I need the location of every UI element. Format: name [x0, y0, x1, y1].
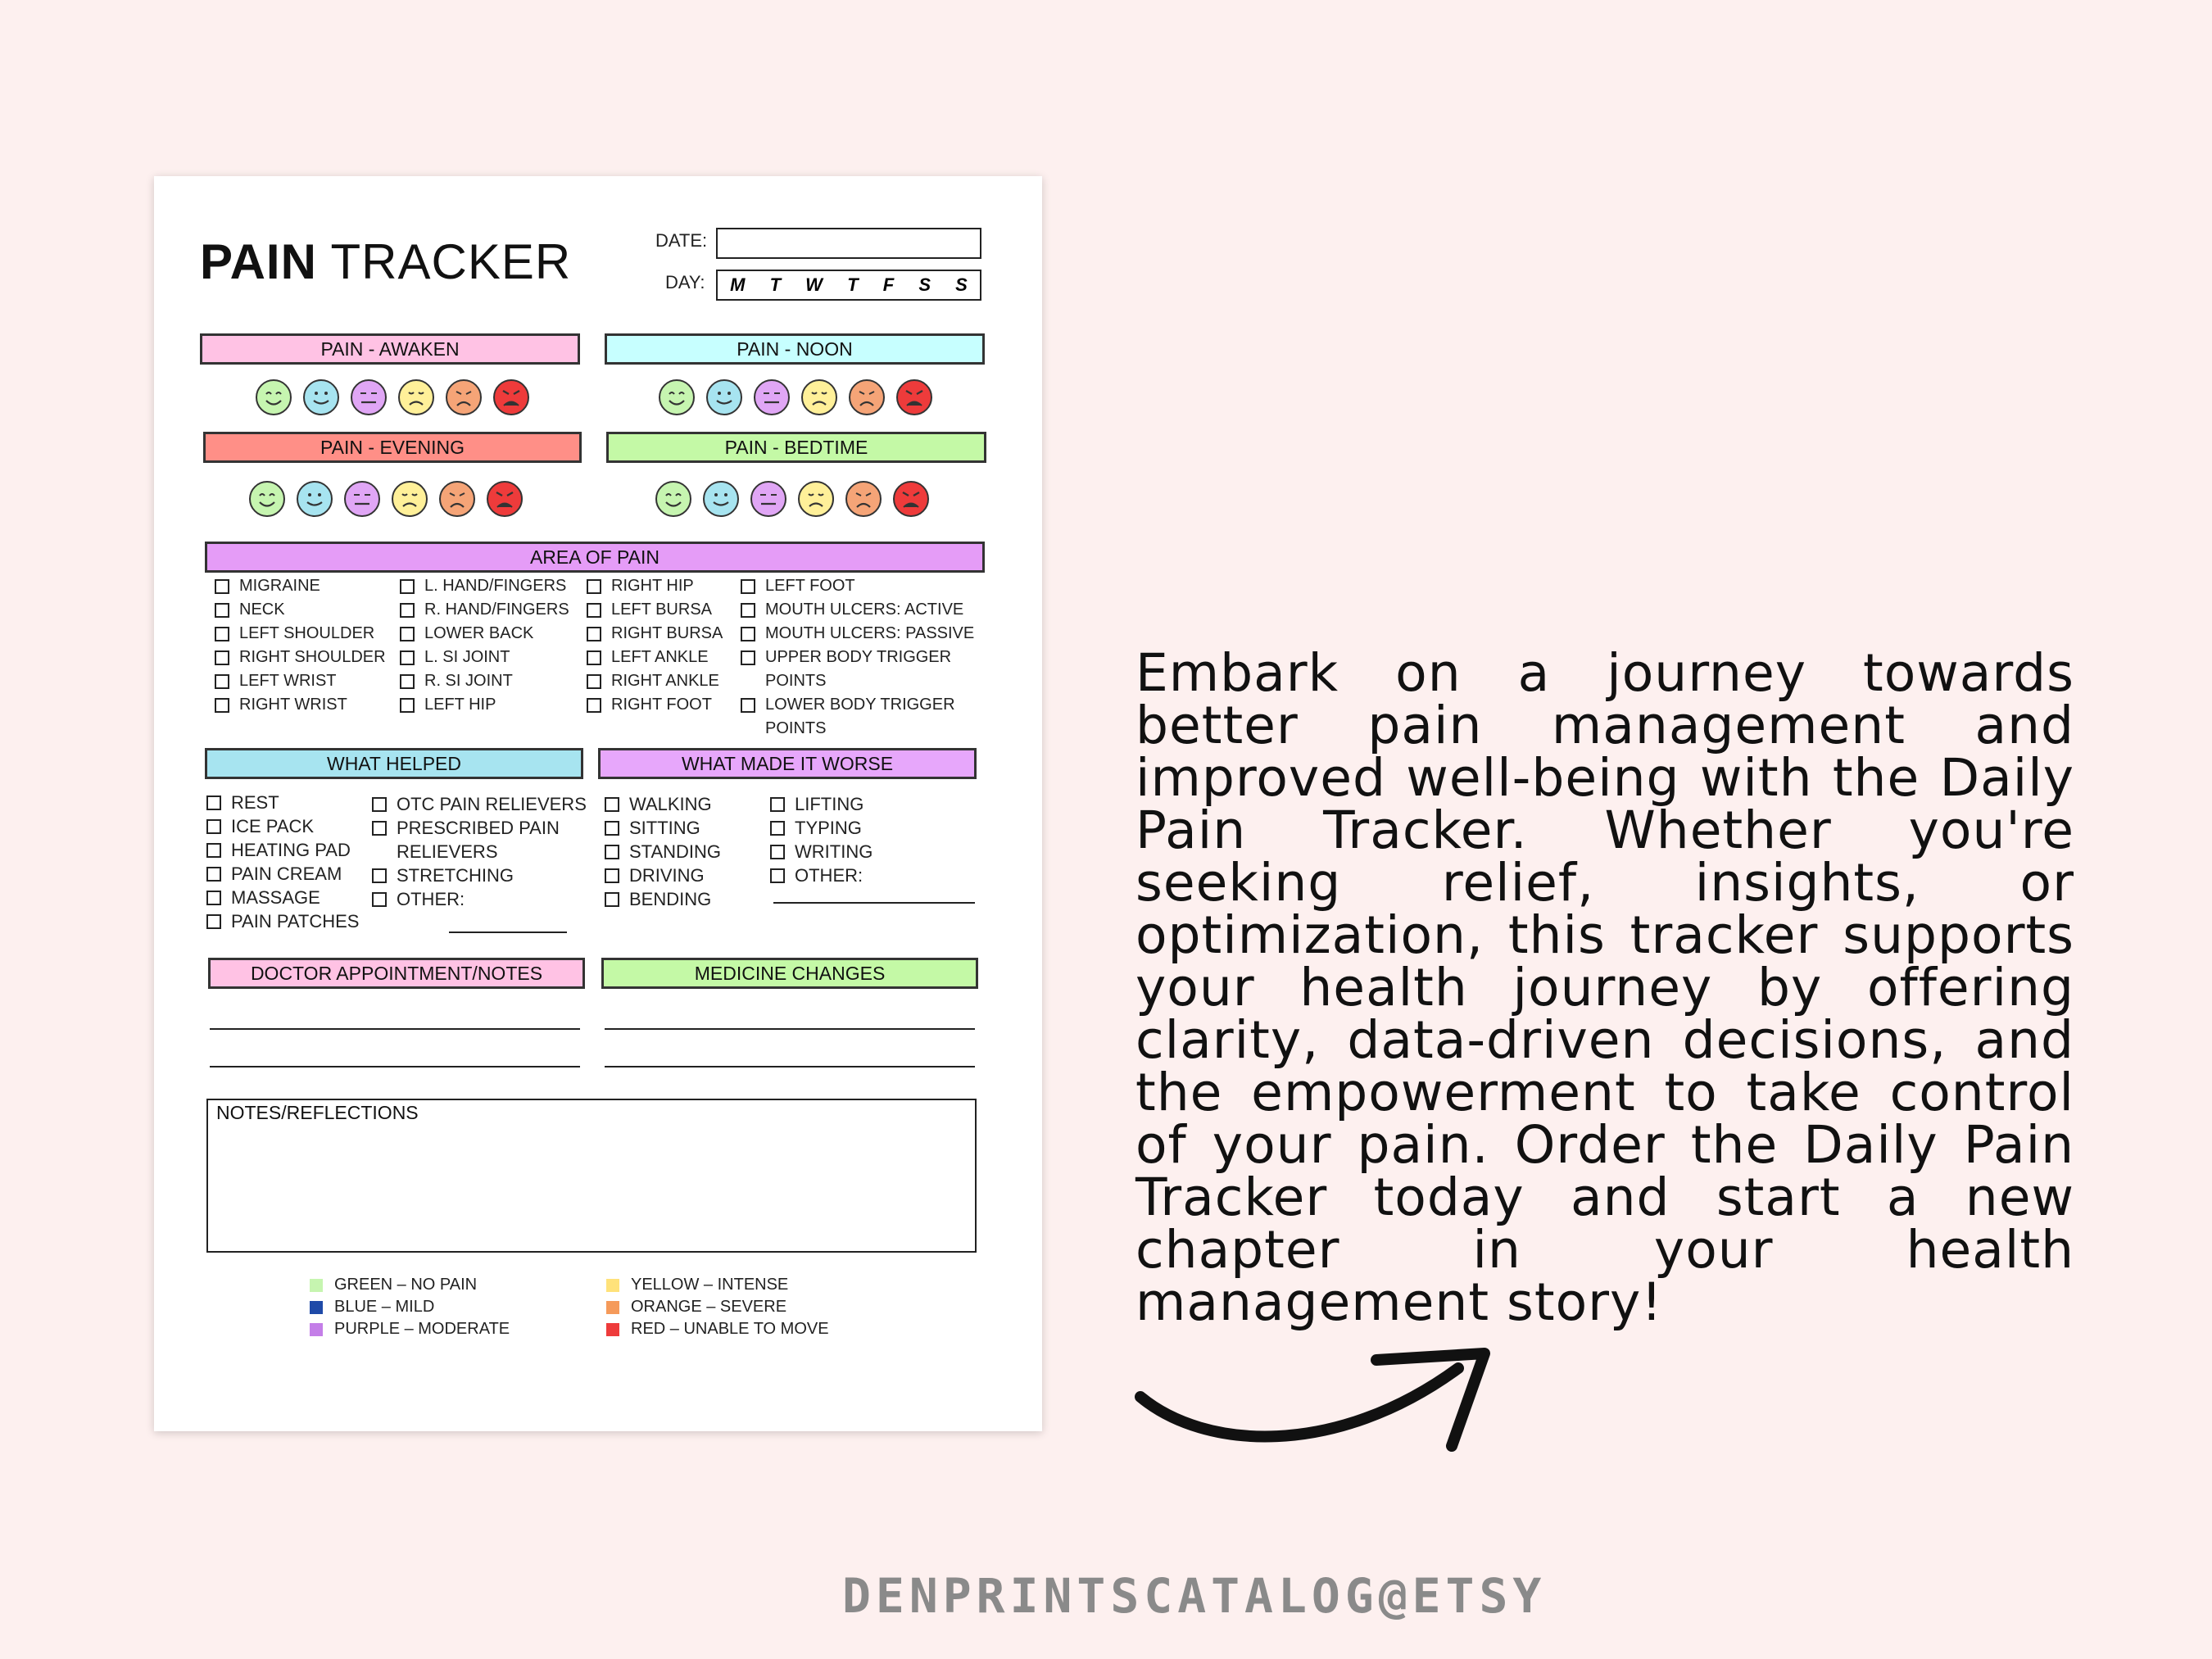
checkbox-item[interactable]: [741, 693, 995, 741]
notes-label: NOTES/REFLECTIONS: [216, 1102, 419, 1123]
shop-footer: DENPRINTSCATALOG@ETSY: [842, 1568, 1547, 1624]
checkbox[interactable]: [400, 603, 415, 618]
checkbox-item[interactable]: [215, 622, 386, 646]
checkbox-label: NECK: [239, 601, 285, 619]
sad-face-icon[interactable]: [390, 479, 429, 519]
legend-left: [310, 1274, 510, 1340]
checkbox[interactable]: [400, 650, 415, 665]
checkbox[interactable]: [215, 674, 229, 689]
legend-swatch: [606, 1301, 619, 1314]
checkbox-item[interactable]: [372, 887, 585, 911]
upset-face-icon[interactable]: [437, 479, 477, 519]
checkbox[interactable]: [770, 868, 785, 883]
checkbox[interactable]: [215, 650, 229, 665]
neutral-face-icon[interactable]: [749, 479, 788, 519]
checkbox-label: LOWER BACK: [424, 624, 534, 642]
checkbox-label: OTHER:: [397, 889, 465, 909]
checkbox-label: PAIN PATCHES: [231, 911, 360, 931]
helped-other-line[interactable]: [449, 931, 567, 933]
legend-label: GREEN – NO PAIN: [334, 1276, 478, 1294]
checkbox[interactable]: [206, 843, 221, 858]
checkbox[interactable]: [741, 650, 755, 665]
checkbox-label: MOUTH ULCERS: ACTIVE: [765, 601, 964, 619]
checkbox-item[interactable]: [587, 622, 723, 646]
checkbox[interactable]: [587, 579, 601, 594]
checkbox-item[interactable]: [741, 574, 995, 598]
checkbox-item[interactable]: [400, 669, 569, 693]
checkbox-label: RIGHT SHOULDER: [239, 648, 386, 666]
angry-face-icon[interactable]: [891, 479, 931, 519]
legend-label: PURPLE – MODERATE: [334, 1320, 510, 1338]
checkbox-item[interactable]: [206, 838, 359, 862]
checkbox-label: WRITING: [795, 841, 873, 862]
checkbox[interactable]: [741, 603, 755, 618]
checkbox[interactable]: [605, 845, 619, 859]
day-mon[interactable]: M: [730, 274, 746, 295]
checkbox[interactable]: [587, 627, 601, 641]
legend-swatch: [606, 1279, 619, 1292]
checkbox-item[interactable]: [372, 863, 585, 887]
evening-header: PAIN - EVENING: [203, 432, 582, 463]
checkbox-label: PAIN CREAM: [231, 863, 342, 884]
worse-col-1: [605, 792, 721, 911]
checkbox-label: L. HAND/FINGERS: [424, 577, 567, 595]
helped-header: WHAT HELPED: [205, 748, 583, 779]
checkbox-label: LEFT BURSA: [611, 601, 712, 619]
legend-item: [310, 1296, 510, 1318]
checkbox[interactable]: [372, 868, 387, 883]
checkbox-label: RIGHT HIP: [611, 577, 694, 595]
checkbox-label: LEFT ANKLE: [611, 648, 709, 666]
checkbox-label: REST: [231, 792, 279, 813]
checkbox-label: STANDING: [629, 841, 722, 862]
calm-face-icon[interactable]: [301, 378, 341, 417]
helped-col-2: [372, 792, 585, 911]
checkbox-label: STRETCHING: [397, 865, 514, 886]
day-label: DAY:: [665, 272, 705, 292]
checkbox[interactable]: [215, 579, 229, 594]
checkbox-item[interactable]: [587, 693, 723, 717]
checkbox[interactable]: [770, 821, 785, 836]
sad-face-icon[interactable]: [397, 378, 436, 417]
checkbox-item[interactable]: [770, 840, 873, 863]
legend-label: YELLOW – INTENSE: [631, 1276, 789, 1294]
checkbox-item[interactable]: [400, 598, 569, 622]
checkbox-label: OTC PAIN RELIEVERS: [397, 794, 587, 814]
checkbox[interactable]: [587, 698, 601, 713]
checkbox-label: RIGHT WRIST: [239, 696, 347, 714]
smile-face-icon[interactable]: [254, 378, 293, 417]
doctor-line-2[interactable]: [210, 1066, 580, 1067]
legend-item: [310, 1274, 510, 1296]
checkbox-item[interactable]: [400, 646, 569, 669]
checkbox[interactable]: [605, 868, 619, 883]
checkbox-item[interactable]: [741, 598, 995, 622]
checkbox-item[interactable]: [741, 646, 995, 693]
checkbox[interactable]: [400, 579, 415, 594]
area-col-4: [741, 574, 995, 741]
checkbox[interactable]: [587, 674, 601, 689]
checkbox[interactable]: [372, 821, 387, 836]
checkbox[interactable]: [400, 627, 415, 641]
checkbox-label: LOWER BODY TRIGGER POINTS: [765, 696, 955, 737]
pain-tracker-sheet: [154, 176, 1042, 1431]
checkbox[interactable]: [741, 579, 755, 594]
area-header: AREA OF PAIN: [205, 542, 985, 573]
neutral-face-icon[interactable]: [349, 378, 388, 417]
checkbox-item[interactable]: [741, 622, 995, 646]
checkbox[interactable]: [605, 892, 619, 907]
checkbox-item[interactable]: [372, 792, 585, 816]
calm-face-icon[interactable]: [295, 479, 334, 519]
checkbox[interactable]: [215, 627, 229, 641]
medicine-header: MEDICINE CHANGES: [601, 958, 978, 989]
day-wed[interactable]: W: [805, 274, 823, 295]
curved-arrow-icon: [1131, 1335, 1499, 1466]
legend-item: [310, 1318, 510, 1340]
checkbox[interactable]: [605, 821, 619, 836]
checkbox-item[interactable]: [587, 646, 723, 669]
checkbox-label: PRESCRIBED PAIN RELIEVERS: [397, 818, 560, 862]
checkbox-label: MIGRAINE: [239, 577, 320, 595]
checkbox-item[interactable]: [605, 840, 721, 863]
checkbox-item[interactable]: [770, 792, 873, 816]
legend-label: ORANGE – SEVERE: [631, 1298, 787, 1316]
checkbox[interactable]: [400, 698, 415, 713]
checkbox-item[interactable]: [206, 862, 359, 886]
bedtime-faces: [654, 479, 931, 519]
checkbox-label: L. SI JOINT: [424, 648, 510, 666]
checkbox-item[interactable]: [770, 863, 873, 887]
sad-face-icon[interactable]: [800, 378, 839, 417]
checkbox[interactable]: [741, 698, 755, 713]
date-label: DATE:: [655, 230, 708, 251]
noon-header: PAIN - NOON: [605, 333, 985, 365]
smile-face-icon[interactable]: [654, 479, 693, 519]
description-text: Embark on a journey towards better pain management and improved well-being with the Daily Pain Tracker. Whether you're seeking relief, insights, or optimization, this tracker supports your health journey by offering clarity, data-driven decisions, and the empowerment to take control of your pain. Order the Daily Pain Tracker today and start a new chapter in your health management story!: [1135, 643, 2074, 1332]
calm-face-icon[interactable]: [705, 378, 744, 417]
checkbox[interactable]: [372, 797, 387, 812]
checkbox-label: HEATING PAD: [231, 840, 351, 860]
legend-swatch: [310, 1323, 323, 1336]
checkbox-label: R. SI JOINT: [424, 672, 513, 690]
checkbox-item[interactable]: [215, 646, 386, 669]
checkbox-label: BENDING: [629, 889, 712, 909]
checkbox-item[interactable]: [770, 816, 873, 840]
doctor-line-1[interactable]: [210, 1028, 580, 1030]
day-sun[interactable]: S: [955, 274, 968, 295]
checkbox-label: OTHER:: [795, 865, 863, 886]
checkbox[interactable]: [215, 603, 229, 618]
awaken-header: PAIN - AWAKEN: [200, 333, 580, 365]
checkbox-label: ICE PACK: [231, 816, 315, 836]
legend-swatch: [310, 1301, 323, 1314]
smile-face-icon[interactable]: [657, 378, 696, 417]
bedtime-header: PAIN - BEDTIME: [606, 432, 986, 463]
checkbox-label: WALKING: [629, 794, 712, 814]
legend-swatch: [606, 1323, 619, 1336]
checkbox[interactable]: [770, 797, 785, 812]
day-thu[interactable]: T: [847, 274, 859, 295]
checkbox-label: LEFT WRIST: [239, 672, 337, 690]
upset-face-icon[interactable]: [444, 378, 483, 417]
checkbox-label: UPPER BODY TRIGGER POINTS: [765, 648, 952, 690]
angry-face-icon[interactable]: [485, 479, 524, 519]
sad-face-icon[interactable]: [796, 479, 836, 519]
legend-item: [606, 1274, 829, 1296]
checkbox-item[interactable]: [605, 792, 721, 816]
checkbox-item[interactable]: [206, 886, 359, 909]
date-field[interactable]: [716, 228, 981, 259]
medicine-line-2[interactable]: [605, 1066, 975, 1067]
medicine-line-1[interactable]: [605, 1028, 975, 1030]
checkbox[interactable]: [206, 891, 221, 905]
checkbox-label: DRIVING: [629, 865, 705, 886]
angry-face-icon[interactable]: [895, 378, 934, 417]
checkbox[interactable]: [372, 892, 387, 907]
awaken-faces: [254, 378, 531, 417]
area-col-3: [587, 574, 723, 717]
checkbox-item[interactable]: [605, 887, 721, 911]
checkbox-label: MOUTH ULCERS: PASSIVE: [765, 624, 975, 642]
checkbox-item[interactable]: [400, 574, 569, 598]
angry-face-icon[interactable]: [492, 378, 531, 417]
checkbox[interactable]: [587, 650, 601, 665]
checkbox-item[interactable]: [215, 574, 386, 598]
legend-label: BLUE – MILD: [334, 1298, 435, 1316]
checkbox[interactable]: [770, 845, 785, 859]
checkbox-label: R. HAND/FINGERS: [424, 601, 569, 619]
upset-face-icon[interactable]: [847, 378, 886, 417]
neutral-face-icon[interactable]: [342, 479, 382, 519]
checkbox-item[interactable]: [372, 816, 585, 863]
checkbox-item[interactable]: [587, 669, 723, 693]
day-sat[interactable]: S: [918, 274, 931, 295]
checkbox-item[interactable]: [605, 816, 721, 840]
legend-right: [606, 1274, 829, 1340]
checkbox[interactable]: [741, 627, 755, 641]
checkbox[interactable]: [587, 603, 601, 618]
checkbox[interactable]: [206, 819, 221, 834]
checkbox[interactable]: [206, 796, 221, 810]
helped-col-1: [206, 791, 359, 933]
checkbox-item[interactable]: [400, 693, 569, 717]
legend-item: [606, 1318, 829, 1340]
worse-header: WHAT MADE IT WORSE: [598, 748, 977, 779]
checkbox-label: RIGHT ANKLE: [611, 672, 719, 690]
checkbox[interactable]: [400, 674, 415, 689]
checkbox-item[interactable]: [587, 598, 723, 622]
checkbox-label: LEFT SHOULDER: [239, 624, 375, 642]
day-tue[interactable]: T: [769, 274, 782, 295]
checkbox-label: SITTING: [629, 818, 700, 838]
checkbox-label: TYPING: [795, 818, 862, 838]
worse-other-line[interactable]: [773, 902, 975, 904]
checkbox-item[interactable]: [206, 909, 359, 933]
page-title: [200, 233, 571, 290]
checkbox-item[interactable]: [587, 574, 723, 598]
checkbox-label: RIGHT BURSA: [611, 624, 723, 642]
area-col-1: [215, 574, 386, 717]
checkbox[interactable]: [206, 867, 221, 882]
checkbox-item[interactable]: [215, 669, 386, 693]
legend-item: [606, 1296, 829, 1318]
checkbox-item[interactable]: [206, 791, 359, 814]
checkbox-label: LIFTING: [795, 794, 864, 814]
checkbox-item[interactable]: [400, 622, 569, 646]
day-fri[interactable]: F: [882, 274, 895, 295]
smile-face-icon[interactable]: [247, 479, 287, 519]
noon-faces: [657, 378, 934, 417]
upset-face-icon[interactable]: [844, 479, 883, 519]
title-light: TRACKER: [330, 234, 572, 289]
neutral-face-icon[interactable]: [752, 378, 791, 417]
doctor-header: DOCTOR APPOINTMENT/NOTES: [208, 958, 585, 989]
checkbox-item[interactable]: [605, 863, 721, 887]
checkbox-item[interactable]: [215, 693, 386, 717]
checkbox-item[interactable]: [206, 814, 359, 838]
area-col-2: [400, 574, 569, 717]
checkbox-label: LEFT HIP: [424, 696, 496, 714]
checkbox[interactable]: [215, 698, 229, 713]
checkbox-label: LEFT FOOT: [765, 577, 855, 595]
calm-face-icon[interactable]: [701, 479, 741, 519]
checkbox[interactable]: [605, 797, 619, 812]
title-bold: PAIN: [200, 234, 317, 289]
evening-faces: [247, 479, 524, 519]
checkbox-label: RIGHT FOOT: [611, 696, 712, 714]
worse-col-2: [770, 792, 873, 887]
legend-label: RED – UNABLE TO MOVE: [631, 1320, 829, 1338]
checkbox-item[interactable]: [215, 598, 386, 622]
checkbox-label: MASSAGE: [231, 887, 320, 908]
checkbox[interactable]: [206, 914, 221, 929]
day-selector[interactable]: [716, 270, 981, 301]
legend-swatch: [310, 1279, 323, 1292]
